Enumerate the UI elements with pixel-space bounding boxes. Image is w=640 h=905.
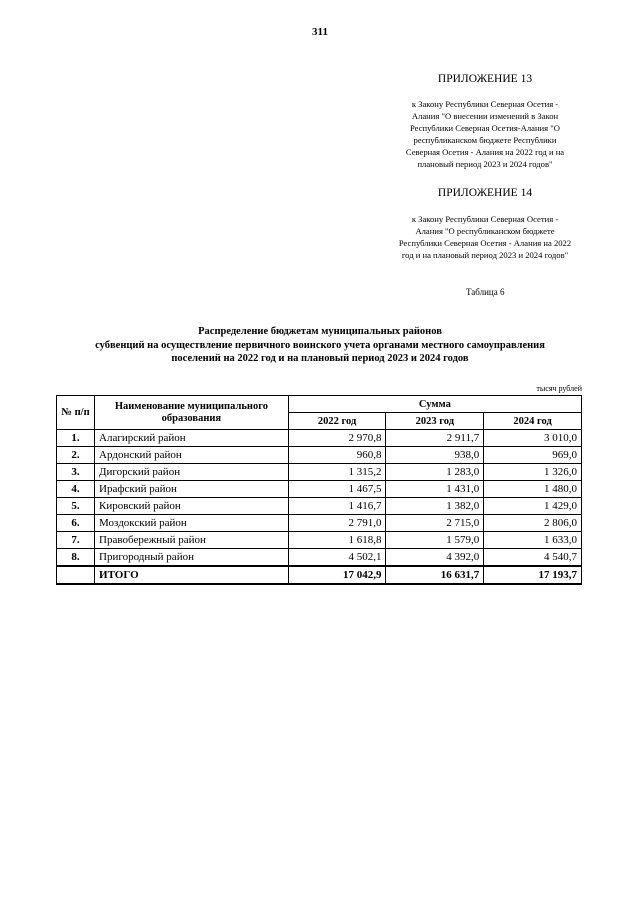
total-num-cell [57, 566, 95, 584]
row-num: 5. [57, 498, 95, 515]
total-row [57, 566, 582, 584]
subsidy-table [56, 395, 582, 585]
row-num: 1. [57, 430, 95, 447]
header-name: Наименование муниципального образования [95, 396, 289, 430]
appendix-13-line: Северная Осетия - Алания на 2022 год и на [405, 147, 565, 157]
header-year-2023: 2023 год [386, 413, 484, 430]
row-name: Ирафский район [95, 481, 289, 498]
row-value-2023: 1 283,0 [386, 464, 484, 481]
appendix-13-title: ПРИЛОЖЕНИЕ 13 [437, 73, 533, 85]
table-number: Таблица 6 [466, 287, 505, 297]
appendix-14-title: ПРИЛОЖЕНИЕ 14 [437, 187, 533, 199]
row-num: 2. [57, 447, 95, 464]
document-title-line: Распределение бюджетам муниципальных районов [198, 326, 442, 337]
table-row [57, 498, 582, 515]
appendix-14-line: Республики Северная Осетия - Алания на 2022 [398, 238, 572, 248]
row-value-2023: 1 382,0 [386, 498, 484, 515]
row-value-2024: 1 429,0 [484, 498, 582, 515]
document-title [40, 325, 600, 366]
row-value-2022: 960,8 [288, 447, 386, 464]
row-num: 8. [57, 549, 95, 567]
appendix-13-line: Алания "О внесении изменений в Закон [411, 111, 559, 121]
row-num: 7. [57, 532, 95, 549]
appendix-13-text [380, 98, 590, 170]
row-value-2024: 1 480,0 [484, 481, 582, 498]
table-row [57, 481, 582, 498]
row-num: 6. [57, 515, 95, 532]
row-value-2023: 938,0 [386, 447, 484, 464]
row-value-2024: 969,0 [484, 447, 582, 464]
row-value-2022: 1 416,7 [288, 498, 386, 515]
row-value-2024: 1 633,0 [484, 532, 582, 549]
units-label: тысяч рублей [536, 384, 582, 393]
row-value-2024: 3 010,0 [484, 430, 582, 447]
table-row [57, 464, 582, 481]
row-name: Пригородный район [95, 549, 289, 567]
total-value-2023: 16 631,7 [386, 566, 484, 584]
row-value-2024: 2 806,0 [484, 515, 582, 532]
row-value-2023: 4 392,0 [386, 549, 484, 567]
row-name: Дигорский район [95, 464, 289, 481]
total-label: ИТОГО [95, 566, 289, 584]
total-value-2024: 17 193,7 [484, 566, 582, 584]
page-number: 311 [312, 26, 328, 38]
document-title-line: субвенций на осуществление первичного воинского учета органами местного самоуправления [95, 339, 545, 351]
header-year-2024: 2024 год [484, 413, 582, 430]
document-title-line: поселений на 2022 год и на плановый период 2023 и 2024 годов [171, 353, 469, 364]
row-value-2023: 2 911,7 [386, 430, 484, 447]
row-value-2023: 1 579,0 [386, 532, 484, 549]
appendix-13-line: к Закону Республики Северная Осетия - [411, 99, 559, 109]
row-value-2022: 4 502,1 [288, 549, 386, 567]
appendix-14-text [380, 213, 590, 261]
total-value-2022: 17 042,9 [288, 566, 386, 584]
appendix-13-line: республиканском бюджете Республики [413, 135, 557, 145]
row-num: 3. [57, 464, 95, 481]
row-value-2023: 2 715,0 [386, 515, 484, 532]
table-row [57, 549, 582, 567]
header-num: № п/п [57, 396, 95, 430]
row-name: Правобережный район [95, 532, 289, 549]
table-row [57, 430, 582, 447]
appendix-14-line: год и на плановый период 2023 и 2024 годов" [401, 250, 569, 260]
row-value-2022: 1 467,5 [288, 481, 386, 498]
appendix-14-line: к Закону Республики Северная Осетия - [411, 214, 559, 224]
row-value-2024: 4 540,7 [484, 549, 582, 567]
row-value-2023: 1 431,0 [386, 481, 484, 498]
row-name: Кировский район [95, 498, 289, 515]
row-name: Моздокский район [95, 515, 289, 532]
appendix-13-line: плановый период 2023 и 2024 годов" [417, 159, 553, 169]
row-value-2022: 2 791,0 [288, 515, 386, 532]
row-value-2022: 1 315,2 [288, 464, 386, 481]
appendix-13-line: Республики Северная Осетия-Алания "О [410, 123, 560, 133]
table-row [57, 532, 582, 549]
table-row [57, 515, 582, 532]
header-year-2022: 2022 год [288, 413, 386, 430]
header-sum: Сумма [288, 396, 581, 413]
appendix-14-line: Алания "О республиканском бюджете [415, 226, 555, 236]
row-name: Ардонский район [95, 447, 289, 464]
table-row [57, 447, 582, 464]
row-name: Алагирский район [95, 430, 289, 447]
row-value-2024: 1 326,0 [484, 464, 582, 481]
row-value-2022: 1 618,8 [288, 532, 386, 549]
row-value-2022: 2 970,8 [288, 430, 386, 447]
row-num: 4. [57, 481, 95, 498]
